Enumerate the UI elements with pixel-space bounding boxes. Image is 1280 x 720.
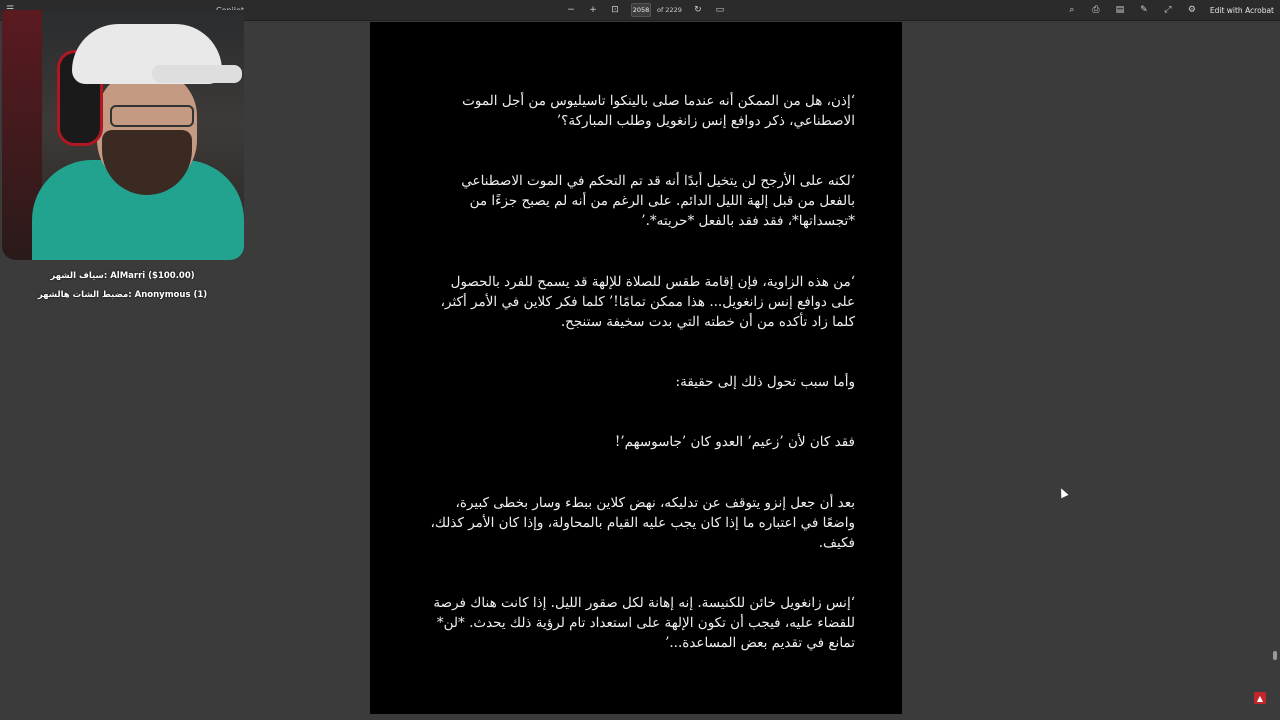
toolbar-center [565, 2, 726, 18]
page-number-input[interactable]: 2058 [631, 3, 651, 17]
stream-stats [0, 258, 245, 301]
zoom-in-icon[interactable]: + [589, 4, 597, 15]
top-donor: سياف الشهر: AlMarri ($100.00) [50, 271, 195, 281]
edit-with-acrobat-button[interactable]: Edit with Acrobat [1209, 5, 1274, 15]
paragraph-5: فقد كان لأن ’زعيم’ العدو كان ’جاسوسهم’! [614, 434, 855, 450]
page-total: of 2229 [657, 6, 682, 14]
fill-sign-icon[interactable]: ✎ [1140, 4, 1148, 15]
paragraph-1: ‘إذن، هل من الممكن أنه عندما صلى بالينكوا تاسيليوس من أجل الموت الاصطناعي، ذكر دوافع إنس زانغويل وطلب المباركة؟’ [462, 93, 855, 129]
paragraph-2: ‘لكنه على الأرجح لن يتخيل أبدًا أنه قد تم التحكم في الموت الاصطناعي بالفعل من قبل إلهة الليل الدائم. على الرغم من أنه لم يصبح جزءًا من *تجسداتها*، فقد فقد بالفعل *حريته*.’ [461, 173, 855, 229]
vertical-scrollbar[interactable] [1273, 651, 1277, 660]
fit-page-icon[interactable]: ⊡ [611, 4, 619, 15]
expand-icon[interactable]: ⤢ [1164, 4, 1172, 15]
toolbar-right [1066, 2, 1274, 18]
save-icon[interactable]: ▤ [1115, 4, 1125, 15]
streamer-glasses [110, 105, 194, 127]
top-chatter: مضبط الشات هالشهر: Anonymous (1) [37, 290, 208, 300]
cap-brim [152, 65, 242, 83]
mouse-cursor-icon [1057, 487, 1068, 499]
settings-icon[interactable]: ⚙ [1187, 4, 1196, 15]
print-icon[interactable]: ⎙ [1092, 4, 1100, 15]
pdf-page [370, 22, 902, 714]
paragraph-3: ‘من هذه الزاوية، فإن إقامة طقس للصلاة للإلهة قد يسمح للفرد بالحصول على دوافع إنس زانغويل... هذا ممكن تمامًا!’ كلما فكر كلاين في الأمر أكثر، كلما زاد تأكده من أن خطته التي بدت سخيفة ستنجح. [440, 274, 855, 330]
zoom-out-icon[interactable]: − [567, 4, 575, 15]
search-icon[interactable]: ⌕ [1069, 4, 1075, 15]
two-page-icon[interactable]: ▭ [715, 4, 725, 15]
paragraph-7: ‘إنس زانغويل خائن للكنيسة. إنه إهانة لكل صقور الليل. إذا كانت هناك فرصة للقضاء عليه، فيجب أن تكون الإلهة على استعداد تام لرؤية ذلك يحدث. *لن* تمانع في تقديم بعض المساعدة...’ [433, 595, 855, 651]
webcam-overlay [2, 10, 244, 260]
paragraph-6: بعد أن جعل إنزو يتوقف عن تدليكه، نهض كلاين ببطء وسار بخطى كبيرة، واضعًا في اعتباره ما إذا كان يجب عليه القيام بالمحاولة، وإذا كان الأمر كذلك، فكيف. [430, 495, 855, 551]
rotate-icon[interactable]: ↻ [694, 4, 702, 15]
paragraph-4: وأما سبب تحول ذلك إلى حقيقة: [675, 374, 855, 390]
acrobat-logo-icon[interactable]: ▲ [1254, 692, 1266, 704]
